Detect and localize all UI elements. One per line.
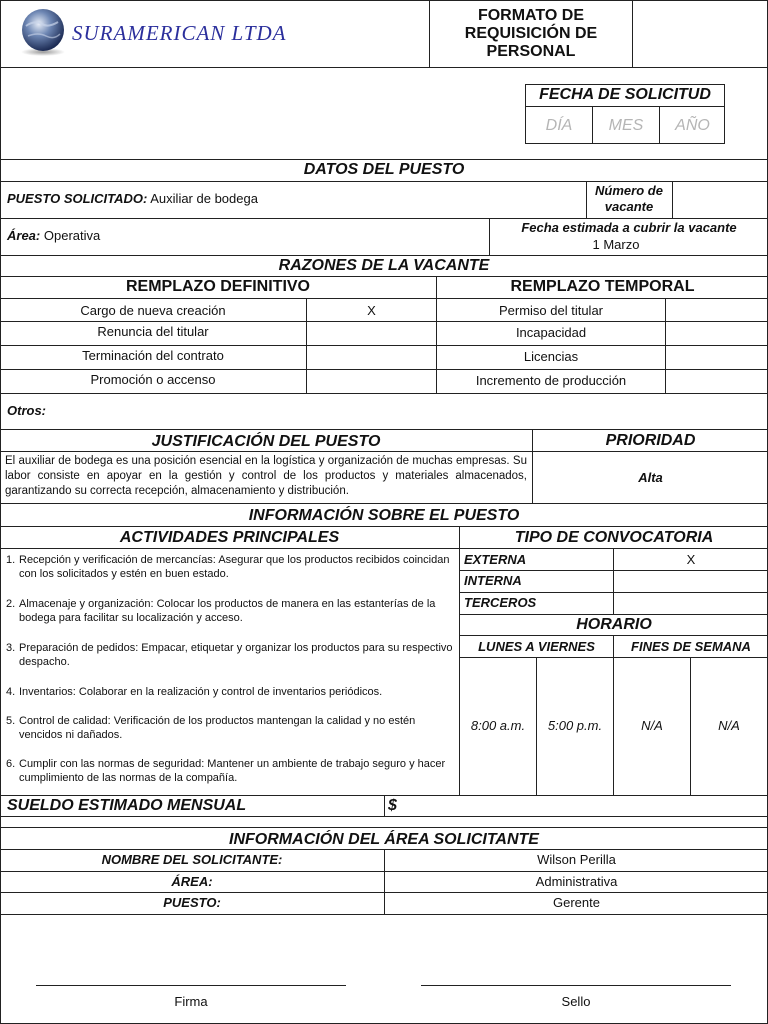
lunes-viernes-label: LUNES A VIERNES [478,639,595,654]
puesto-solicitado-value[interactable]: Auxiliar de bodega [150,191,258,206]
actividad-text: Almacenaje y organización: Colocar los productos de manera en las estanterías de la bodega para facilitar su localización y acceso. [19,598,436,624]
actividad-num: 2. [6,598,16,610]
list-item [6,714,454,742]
horario-lv-inicio[interactable]: 8:00 a.m. [470,718,526,733]
area-solicitante-value[interactable]: Administrativa [535,874,618,889]
area-solicitante-label: ÁREA: [171,874,213,889]
horario-lv-fin[interactable]: 5:00 p.m. [547,718,603,733]
nombre-solicitante-label: NOMBRE DEL SOLICITANTE: [101,852,283,867]
list-item [6,685,454,699]
sueldo-field[interactable] [402,799,762,815]
otros-field[interactable] [60,396,760,426]
puesto-solicitante-label: PUESTO: [163,895,221,910]
puesto-solicitante-value[interactable]: Gerente [553,895,600,910]
form-title: FORMATO DE REQUISICIÓN DE PERSONAL [464,7,598,60]
actividades-title: ACTIVIDADES PRINCIPALES [119,529,340,546]
globe-icon [14,6,72,58]
area-label: Área: [7,228,41,243]
convocatoria-interna-label: INTERNA [464,573,522,588]
area-row [7,228,100,243]
section-title-info-puesto: INFORMACIÓN SOBRE EL PUESTO [248,507,520,524]
fecha-dia-field[interactable]: DÍA [545,117,573,134]
horario-title: HORARIO [576,616,652,633]
section-title-datos-puesto: DATOS DEL PUESTO [303,161,465,178]
firma-field[interactable] [36,930,346,984]
fecha-cubrir-value[interactable]: 1 Marzo [592,237,640,252]
definitivo-label-4: Promoción o accenso [90,372,216,387]
nombre-solicitante-value[interactable]: Wilson Perilla [537,852,616,867]
numero-vacante-field[interactable] [673,182,767,217]
list-item [6,757,454,785]
prioridad-value[interactable]: Alta [638,470,663,485]
section-title-razones: RAZONES DE LA VACANTE [278,257,490,274]
puesto-solicitado-row [7,191,258,206]
actividad-text: Preparación de pedidos: Empacar, etiquetar y organizar los productos para su respectivo despacho. [19,642,453,668]
fines-semana-label: FINES DE SEMANA [631,639,751,654]
section-title-justificacion: JUSTIFICACIÓN DEL PUESTO [151,433,381,450]
sueldo-label: SUELDO ESTIMADO MENSUAL [7,797,247,814]
temporal-label-4: Incremento de producción [475,373,627,388]
actividad-num: 6. [6,758,16,770]
fecha-ano-field[interactable]: AÑO [675,117,710,134]
actividad-text: Control de calidad: Verificación de los productos mantengan la calidad y no estén vencidos ni dañados. [19,715,416,741]
actividad-num: 5. [6,715,16,727]
list-item [6,641,454,669]
temporal-label-2: Incapacidad [515,325,587,340]
convocatoria-externa-label: EXTERNA [464,552,527,567]
definitivo-label-2: Renuncia del titular [97,324,209,339]
definitivo-label-3: Terminación del contrato [82,348,224,363]
convocatoria-terceros-label: TERCEROS [464,595,537,610]
remplazo-temporal-title: REMPLAZO TEMPORAL [510,278,695,295]
numero-vacante-label: Número de vacante [595,183,663,214]
area-value[interactable]: Operativa [43,228,101,243]
horario-fs-fin[interactable]: N/A [718,718,740,733]
fecha-cubrir-label: Fecha estimada a cubrir la vacante [521,220,737,235]
puesto-solicitado-label: PUESTO SOLICITADO: [7,191,148,206]
actividad-text: Recepción y verificación de mercancías: Asegurar que los productos recibidos coincidan con los solicitados y estén en buen estado. [19,554,450,580]
definitivo-mark-1[interactable]: X [367,303,376,318]
actividad-text: Inventarios: Colaborar en la realización y control de inventarios periódicos. [19,686,383,698]
sueldo-currency: $ [388,797,397,814]
company-name: SURAMERICAN LTDA [72,21,287,45]
temporal-label-3: Licencias [523,349,579,364]
actividad-num: 1. [6,554,16,566]
actividad-text: Cumplir con las normas de seguridad: Mantener un ambiente de trabajo seguro y hacer cumplimiento de las normas de la compañía. [19,758,446,784]
sello-field[interactable] [421,930,731,984]
convocatoria-title: TIPO DE CONVOCATORIA [514,529,714,546]
sello-label: Sello [561,994,591,1009]
fecha-solicitud-label: FECHA DE SOLICITUD [539,86,711,103]
otros-label: Otros: [7,403,46,418]
definitivo-label-1: Cargo de nueva creación [80,303,226,318]
convocatoria-externa-mark[interactable]: X [686,552,696,567]
actividad-num: 3. [6,642,16,654]
prioridad-title: PRIORIDAD [605,432,696,449]
fecha-mes-field[interactable]: MES [608,117,644,134]
list-item [6,553,454,581]
remplazo-definitivo-title: REMPLAZO DEFINITIVO [126,278,310,295]
justificacion-text[interactable]: El auxiliar de bodega es una posición esencial en la logística y organización de muchas empresas. Su labor consiste en apoyar en la gestión y control de los productos y materiales almacenados, garantizando su correcta recepción, almacenamiento y distribución. [5,455,527,497]
temporal-label-1: Permiso del titular [498,303,604,318]
horario-fs-inicio[interactable]: N/A [641,718,663,733]
firma-label: Firma [174,994,208,1009]
list-item [6,597,454,625]
section-title-area-solicitante: INFORMACIÓN DEL ÁREA SOLICITANTE [229,831,539,848]
actividad-num: 4. [6,686,16,698]
